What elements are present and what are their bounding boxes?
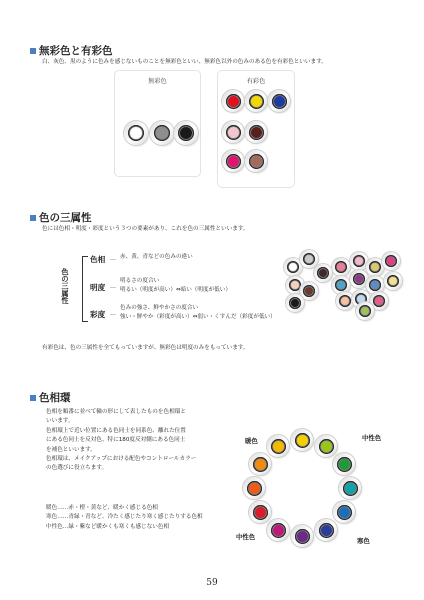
color-pan — [385, 255, 397, 267]
color-pan — [289, 297, 301, 309]
color-pan — [271, 523, 286, 538]
section-marker-icon — [30, 395, 36, 401]
section-marker-icon — [30, 215, 36, 221]
section-title-text: 無彩色と有彩色 — [39, 45, 113, 57]
chroma-text-2: 強い・鮮やか（彩度が高い）⇔弱い・くすんだ（彩度が低い） — [120, 314, 276, 320]
color-pan — [359, 305, 371, 317]
explanation-line: の色選びに役立ちます。 — [46, 465, 108, 472]
hue-wheel-compact — [267, 519, 289, 541]
page-number: 59 — [206, 578, 218, 588]
color-pan — [247, 481, 262, 496]
neutral-line: 中性色…緑・紫など暖かくも寒くも感じない色相 — [46, 523, 170, 530]
value-text-1: 明るさの度合い — [120, 278, 160, 284]
color-pan — [369, 279, 381, 291]
color-pan — [253, 457, 268, 472]
color-pan — [317, 267, 329, 279]
palette-compact — [286, 294, 304, 312]
palette-compact — [314, 264, 332, 282]
achromatic-compact — [150, 121, 174, 145]
color-pan — [303, 285, 315, 297]
section-marker-icon — [30, 48, 36, 54]
cool-line: 寒色……青緑・青など、冷たく感じたり寒く感じたりする色相 — [46, 514, 203, 521]
achromatic-label: 無彩色 — [148, 78, 167, 85]
chroma-text-1: 色みの強さ、鮮やかさの度合い — [120, 305, 199, 311]
hue-circle-explanation — [46, 408, 196, 474]
section-title-three-attributes — [30, 210, 92, 225]
section-title-text: 色相環 — [39, 392, 71, 404]
wheel-label-neutral-top: 中性色 — [362, 434, 382, 442]
value-label: 明度 — [90, 283, 106, 292]
hue-wheel-compact — [291, 429, 313, 451]
color-pan — [373, 295, 385, 307]
hue-wheel-compact — [315, 519, 337, 541]
chromatic-compact — [245, 150, 267, 172]
color-pan — [154, 125, 170, 141]
temperature-legend — [46, 504, 203, 532]
color-pan — [271, 439, 286, 454]
color-pan — [353, 273, 365, 285]
hue-label: 色相 — [90, 255, 106, 264]
chromatic-compact — [268, 90, 290, 112]
chroma-dots: … — [110, 310, 116, 317]
color-pan — [335, 261, 347, 273]
palette-compact — [382, 252, 400, 270]
value-dots: … — [110, 283, 116, 290]
section-title-achromatic-chromatic — [30, 43, 113, 58]
wheel-label-cool: 寒色 — [357, 537, 370, 545]
hue-wheel-compact — [333, 501, 355, 523]
color-pan — [226, 154, 241, 169]
explanation-line: を補色といいます。 — [46, 446, 96, 453]
color-pan — [295, 433, 310, 448]
color-pan — [337, 505, 352, 520]
chromatic-compact — [245, 90, 267, 112]
color-pan — [343, 481, 358, 496]
warm-line: 暖色……赤・橙・黄など、暖かく感じる色相 — [46, 505, 158, 511]
color-pan — [226, 125, 241, 140]
color-pan — [353, 255, 365, 267]
hue-wheel-compact — [339, 477, 361, 499]
color-pan — [339, 295, 351, 307]
palette-compact — [332, 258, 350, 276]
achromatic-compact — [174, 121, 198, 145]
palette-compact — [300, 250, 318, 268]
color-pan — [287, 261, 299, 273]
hue-wheel-compact — [333, 453, 355, 475]
section2-description: 色には色相・明度・彩度という３つの要素があり、これを色の三属性といいます。 — [42, 226, 249, 232]
hue-wheel-compact — [243, 477, 265, 499]
hue-wheel-compact — [291, 525, 313, 547]
section-title-hue-circle — [30, 390, 71, 405]
color-pan — [387, 275, 399, 287]
chromatic-label: 有彩色 — [246, 78, 266, 85]
explanation-line: にある色同士を反対色、特に180度反対側にある色同士 — [46, 437, 186, 444]
value-text-2: 明るい（明度が高い）⇔暗い（明度が低い） — [120, 287, 231, 293]
chromatic-compact — [222, 121, 244, 143]
chromatic-compact — [245, 121, 267, 143]
explanation-line: 色相環上で近い位置にある色同士を同系色、離れた位置 — [46, 427, 186, 434]
section-title-text: 色の三属性 — [39, 212, 92, 224]
palette-compact — [300, 282, 318, 300]
hue-dots: … — [110, 255, 116, 262]
color-pan — [249, 154, 264, 169]
color-pan — [337, 457, 352, 472]
wheel-label-warm: 暖色 — [245, 437, 258, 445]
wheel-label-neutral-bottom: 中性色 — [236, 533, 256, 541]
color-pan — [303, 253, 315, 265]
hue-text: 赤、黄、青などの色みの違い — [120, 254, 193, 260]
color-pan — [369, 261, 381, 273]
color-pan — [249, 125, 264, 140]
color-pan — [226, 94, 241, 109]
palette-compact — [332, 276, 350, 294]
section2-footer: 有彩色は、色の三属性を全てもっていますが、無彩色は明度のみをもっています。 — [42, 345, 249, 351]
achromatic-compact — [124, 121, 148, 145]
color-pan — [128, 125, 144, 141]
color-pan — [253, 505, 268, 520]
hue-wheel-compact — [267, 435, 289, 457]
chroma-label: 彩度 — [90, 310, 106, 319]
attributes-brace — [82, 256, 88, 322]
color-pan — [335, 279, 347, 291]
three-attributes-vertical-label: 色の三属性 — [61, 268, 70, 304]
chromatic-compact — [222, 150, 244, 172]
hue-wheel-compact — [249, 501, 271, 523]
color-pan — [178, 125, 194, 141]
palette-compact — [356, 302, 374, 320]
color-pan — [272, 94, 287, 109]
explanation-line: 色相環は、メイクアップにおける配色やコントロールカラー — [46, 456, 197, 463]
palette-compact — [384, 272, 402, 290]
color-pan — [249, 94, 264, 109]
color-pan — [319, 523, 334, 538]
chromatic-compact — [222, 90, 244, 112]
color-pan — [319, 439, 334, 454]
hue-wheel-compact — [249, 453, 271, 475]
explanation-line: いいます。 — [46, 418, 74, 425]
palette-compact — [366, 276, 384, 294]
hue-wheel-compact — [315, 435, 337, 457]
explanation-line: 色相を順番に並べて輪の形にして表したものを色相環と — [46, 409, 186, 415]
color-pan — [295, 529, 310, 544]
section1-description: 白、灰色、黒のように色みを感じないものことを無彩色といい、無彩色以外の色みのある色を有彩色といいます。 — [42, 59, 327, 65]
